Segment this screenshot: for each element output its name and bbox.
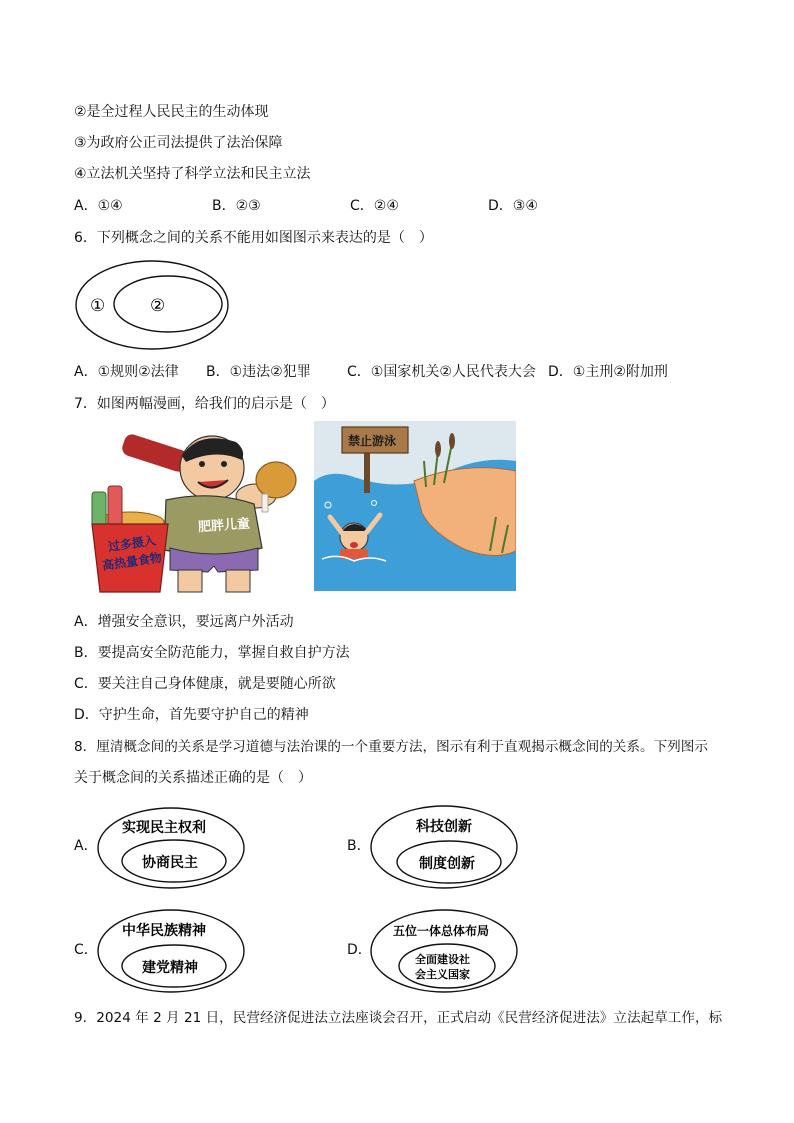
q6-option-c[interactable]: C．①国家机关②人民代表大会 (347, 364, 536, 380)
q8-option-b-diagram[interactable] (369, 804, 519, 890)
q8-option-c-diagram[interactable] (96, 908, 246, 994)
q8-a-inner-label: 协商民主 (142, 855, 198, 871)
q8-option-a-letter[interactable]: A． (74, 838, 98, 854)
bucket-label-line1: 过多摄入 (107, 533, 157, 554)
q7-stem: 7．如图两幅漫画，给我们的启示是（ ） (74, 396, 335, 412)
q6-nested-ellipse-diagram (74, 258, 234, 352)
q8-d-inner-label-line1: 全面建设社 (415, 953, 470, 966)
cartoon-obese-child (86, 420, 310, 598)
q5-item-4: ④立法机关坚持了科学立法和民主立法 (74, 166, 311, 182)
q7-option-d[interactable]: D．守护生命，首先要守护自己的精神 (74, 707, 309, 723)
bucket-label-line2: 高热量食物 (101, 550, 163, 573)
q7-option-a[interactable]: A．增强安全意识，要远离户外活动 (74, 614, 294, 630)
q5-item-3: ③为政府公正司法提供了法治保障 (74, 135, 283, 151)
q6-stem: 6．下列概念之间的关系不能用如图图示来表达的是（ ） (74, 230, 433, 246)
q8-stem-line1: 8．厘清概念间的关系是学习道德与法治课的一个重要方法，图示有利于直观揭示概念间的关系。下列图示 (74, 739, 708, 755)
q6-option-d[interactable]: D．①主刑②附加刑 (548, 364, 668, 380)
q6-inner-label: ② (150, 296, 166, 316)
cartoon-no-swimming (314, 421, 516, 591)
q5-option-c[interactable]: C．②④ (350, 198, 399, 214)
q6-option-b[interactable]: B．①违法②犯罪 (206, 364, 311, 380)
q8-d-inner-label-line2: 会主义国家 (415, 968, 470, 981)
q7-option-b[interactable]: B．要提高安全防范能力，掌握自救自护方法 (74, 645, 350, 661)
q8-b-inner-label: 制度创新 (419, 856, 475, 872)
q8-a-outer-label: 实现民主权利 (122, 820, 206, 836)
q6-outer-label: ① (90, 296, 106, 316)
q5-option-d[interactable]: D．③④ (488, 198, 538, 214)
q7-option-c[interactable]: C．要关注自己身体健康，就是要随心所欲 (74, 676, 336, 692)
q5-option-b[interactable]: B．②③ (212, 198, 261, 214)
q8-d-outer-label: 五位一体总体布局 (393, 924, 490, 938)
q8-option-d-letter[interactable]: D． (347, 942, 372, 958)
q9-stem: 9．2024 年 2 月 21 日，民营经济促进法立法座谈会召开，正式启动《民营经济促进法》立法起草工作，标 (74, 1010, 723, 1026)
q8-c-inner-label: 建党精神 (142, 960, 198, 976)
q6-inner-ellipse (114, 276, 222, 332)
fried-chicken-icon (256, 462, 296, 498)
q5-option-a[interactable]: A．①④ (74, 198, 123, 214)
q5-item-2: ②是全过程人民民主的生动体现 (74, 104, 269, 120)
sign-label: 禁止游泳 (348, 434, 397, 448)
shirt-label: 肥胖儿童 (197, 516, 251, 536)
q8-c-outer-label: 中华民族精神 (122, 923, 206, 939)
q8-option-b-letter[interactable]: B． (347, 838, 371, 854)
q8-b-outer-label: 科技创新 (416, 819, 472, 835)
q8-stem-line2: 关于概念间的关系描述正确的是（ ） (74, 770, 312, 786)
q8-option-c-letter[interactable]: C． (74, 942, 98, 958)
q8-option-a-diagram[interactable] (96, 806, 246, 890)
q6-option-a[interactable]: A．①规则②法律 (74, 364, 179, 380)
q8-option-d-diagram[interactable] (369, 908, 519, 994)
